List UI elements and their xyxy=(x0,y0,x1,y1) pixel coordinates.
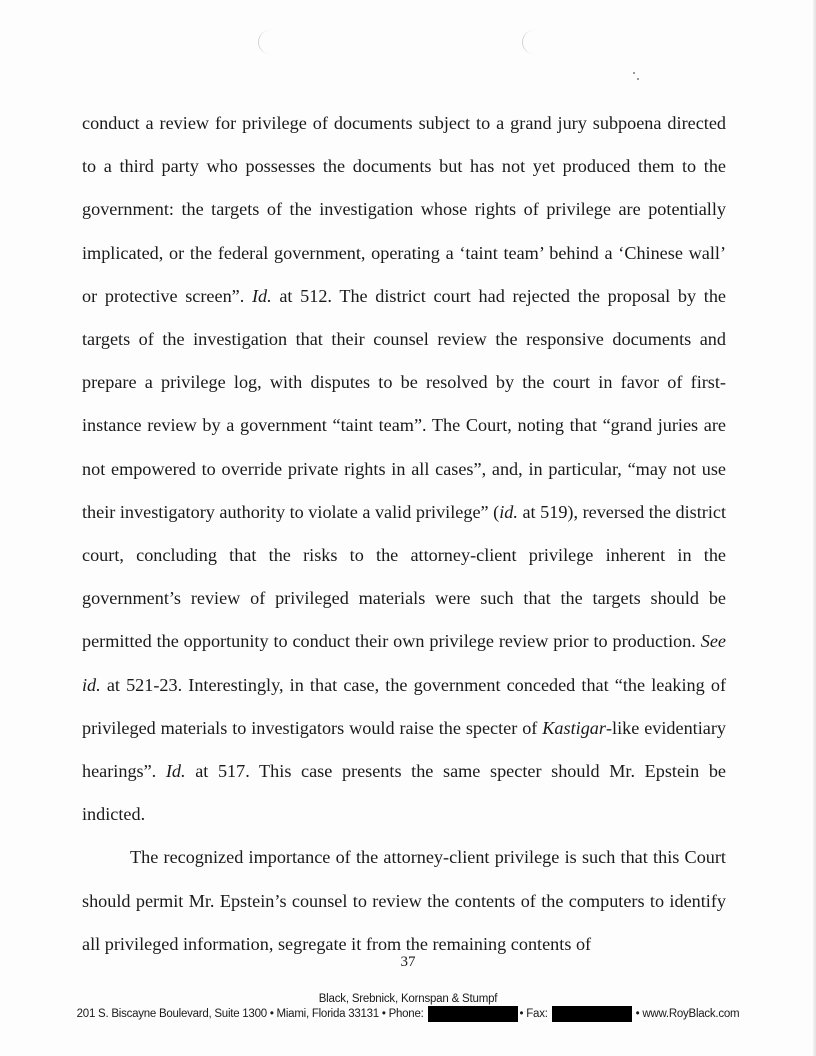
text-run: at 519), reversed the district court, concluding that the risks to the attorney-client privilege inherent in the government’s review of privileged materials were such that the targets should be permitted the opportunity to conduct their own privilege review prior to production. xyxy=(82,501,726,652)
italic-citation: Id. xyxy=(251,285,272,306)
punch-mark-left xyxy=(258,30,271,54)
body-text xyxy=(82,102,726,966)
paragraph xyxy=(82,102,726,836)
fax-redaction xyxy=(552,1006,632,1022)
scan-speck xyxy=(633,72,635,74)
text-run: conduct a review for privilege of documents subject to a grand jury subpoena directed to a third party who possesses the documents but has not yet produced them to the government: the targets of the investigation whose rights of privilege are potentially implicated, or the federal government, operating a ‘taint team’ behind a ‘Chinese wall’ or protective screen”. xyxy=(82,113,726,306)
italic-citation: Id. xyxy=(165,761,186,782)
italic-citation: id. xyxy=(499,501,518,522)
punch-mark-right xyxy=(522,30,535,54)
firm-contact-line xyxy=(0,1006,816,1022)
text-run: The recognized importance of the attorney-client privilege is such that this Court should permit Mr. Epstein’s counsel to review the contents of the computers to identify all privileged information, segregate it from the remaining contents of xyxy=(82,847,726,954)
scan-speck xyxy=(637,78,639,80)
text-run: at 512. The district court had rejected the proposal by the targets of the investigation that their counsel review the responsive documents and prepare a privilege log, with disputes to be resolved by the court in favor of first-instance review by a government “taint team”. The Court, noting that “grand juries are not empowered to override private rights in all cases”, and, in particular, “may not use their investigatory authority to violate a valid privilege” ( xyxy=(82,285,726,522)
paragraph xyxy=(82,836,726,966)
firm-name: Black, Srebnick, Kornspan & Stumpf xyxy=(318,993,498,1005)
text-run: at 521-23. Interestingly, in that case, the government conceded that “the leaking of privileged materials to investigators would raise the specter of xyxy=(82,674,726,738)
firm-address: 201 S. Biscayne Boulevard, Suite 1300 • Miami, Florida 33131 • Phone: xyxy=(76,1008,424,1020)
firm-website: • www.RoyBlack.com xyxy=(635,1008,740,1020)
fax-label: • Fax: xyxy=(519,1008,548,1020)
page-number: 37 xyxy=(400,954,416,970)
text-run: at 517. This case presents the same specter should Mr. Epstein be indicted. xyxy=(82,761,726,825)
text-run: -like evidentiary hearings”. xyxy=(82,717,727,782)
italic-citation: See id. xyxy=(82,631,726,695)
italic-citation: Kastigar xyxy=(542,717,606,738)
letterhead-footer xyxy=(0,992,816,1022)
phone-redaction xyxy=(428,1006,518,1022)
